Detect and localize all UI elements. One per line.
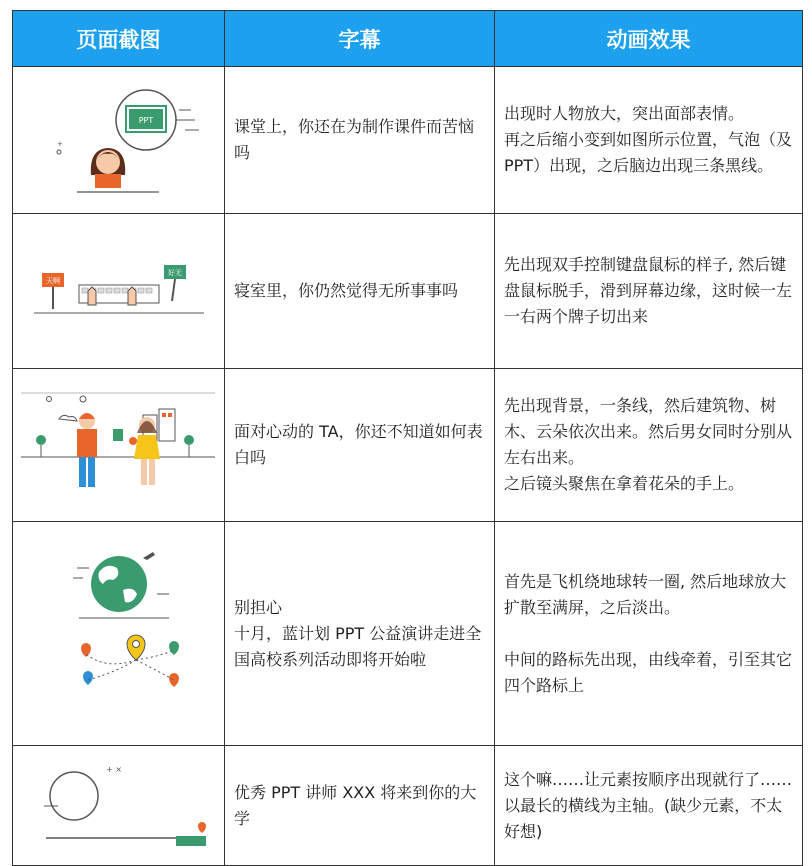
header-subtitle: 字幕 — [225, 11, 495, 67]
effect-cell — [495, 214, 803, 369]
effect-text: 再之后缩小变到如图所示位置，气泡（及 PPT）出现，之后脑边出现三条黑线。 — [504, 130, 793, 175]
subtitle-text: 寝室里，你仍然觉得无所事事吗 — [234, 281, 459, 300]
map-pins — [81, 635, 179, 687]
header-row — [13, 11, 803, 67]
effect-text: 之后镜头聚焦在拿着花朵的手上。 — [504, 474, 745, 493]
table-row — [13, 67, 803, 214]
effect-text: 首先是飞机绕地球转一圈, 然后地球放大扩散至满屏，之后淡出。 — [504, 571, 787, 617]
effect-cell — [495, 746, 803, 866]
subtitle-cell — [225, 369, 495, 522]
screenshot-cell — [13, 522, 225, 746]
subtitle-cell — [225, 67, 495, 214]
svg-text:+ ×: + × — [105, 764, 122, 774]
effect-text: 先出现背景，一条线，然后建筑物、树木、云朵依次出来。然后男女同时分别从左右出来。 — [504, 396, 793, 467]
subtitle-cell — [225, 746, 495, 866]
screenshot-cell — [13, 746, 225, 866]
table-row — [13, 214, 803, 369]
couple-illustration — [19, 385, 219, 505]
screenshot-cell — [13, 369, 225, 522]
subtitle-cell — [225, 214, 495, 369]
subtitle-text: 别担心 — [234, 597, 283, 617]
screenshot-cell — [13, 214, 225, 369]
dorm-keyboard-illustration — [24, 251, 214, 331]
subtitle-cell — [225, 522, 495, 746]
teacher-ppt-illustration — [29, 80, 209, 200]
screenshot-cell — [13, 67, 225, 214]
effect-text: 这个嘛……让元素按顺序出现就行了……以最长的横线为主轴。(缺少元素，不太好想) — [504, 769, 793, 841]
lecturer-illustration — [24, 756, 214, 856]
subtitle-text: 课堂上，你还在为制作课件而苦恼吗 — [234, 117, 475, 162]
effect-text: 出现时人物放大，突出面部表情。 — [504, 104, 745, 123]
storyboard-table — [12, 10, 803, 866]
effect-cell — [495, 369, 803, 522]
table-row — [13, 746, 803, 866]
table-row — [13, 522, 803, 746]
header-screenshot: 页面截图 — [13, 11, 225, 67]
globe-pins-illustration — [19, 534, 219, 734]
header-effect: 动画效果 — [495, 11, 803, 67]
subtitle-text: 面对心动的 TA，你还不知道如何表白吗 — [234, 422, 483, 467]
subtitle-text: 优秀 PPT 讲师 XXX 将来到你的大学 — [234, 782, 477, 828]
table-row — [13, 369, 803, 522]
svg-text:+: + — [56, 140, 63, 148]
effect-text: 中间的路标先出现，由线牵着，引至其它四个路标上 — [504, 649, 793, 695]
svg-text:PPT: PPT — [138, 116, 153, 125]
svg-text:天啊: 天啊 — [45, 277, 60, 285]
effect-text: 先出现双手控制键盘鼠标的样子, 然后键盘鼠标脱手，滑到屏幕边缘，这时候一左一右两个牌子切出来 — [504, 255, 793, 326]
effect-cell — [495, 67, 803, 214]
effect-cell — [495, 522, 803, 746]
svg-text:好无: 好无 — [167, 269, 182, 277]
subtitle-text: 十月，蓝计划 PPT 公益演讲走进全国高校系列活动即将开始啦 — [234, 623, 482, 669]
